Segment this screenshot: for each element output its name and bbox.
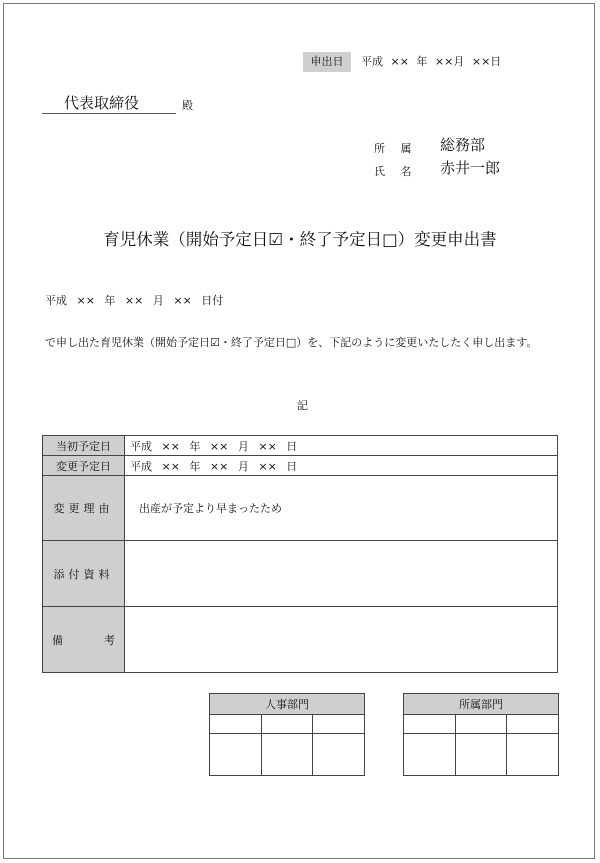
dept-stamp-cell: [455, 715, 507, 734]
initial-date-value: 平成 ×× 年 ×× 月 ×× 日: [125, 436, 558, 456]
table-row-notes: [43, 607, 558, 673]
notes-value: [125, 607, 558, 673]
document-title: 育児休業（開始予定日☑・終了予定日□）変更申出書: [103, 230, 497, 249]
affiliation-value: 総務部: [440, 136, 486, 154]
dept-stamp-cell: [507, 715, 559, 734]
applicant-name-value: 赤井一郎: [440, 159, 501, 177]
notes-label-char-2: 考: [104, 633, 115, 647]
hr-stamp-cell: [313, 715, 365, 734]
affiliation-label: 所 属: [374, 142, 412, 155]
dept-stamp-cell: [455, 734, 507, 776]
dept-stamp-cell: [404, 734, 456, 776]
leave-change-table: [42, 435, 558, 673]
hr-approval-stamp-box: [209, 693, 365, 776]
table-row-initial: [43, 436, 558, 456]
hr-stamp-cell: [261, 734, 313, 776]
notes-label-char-1: 備: [52, 633, 63, 647]
dept-stamp-cell: [404, 715, 456, 734]
affiliated-department-label: 所属部門: [404, 694, 559, 715]
hr-stamp-cell: [210, 734, 262, 776]
body-paragraph: で申し出た育児休業（開始予定日☑・終了予定日□）を、下記のように変更いたしたく申し出ます。: [45, 336, 538, 349]
table-row-changed: [43, 456, 558, 476]
attachments-label: 添付資料: [43, 541, 125, 607]
hr-stamp-cell: [261, 715, 313, 734]
dept-approval-stamp-box: [403, 693, 559, 776]
applicant-name-label: 氏 名: [374, 165, 412, 178]
dept-stamp-cell: [507, 734, 559, 776]
initial-date-label: 当初予定日: [43, 436, 125, 456]
body-date: 平成 ×× 年 ×× 月 ×× 日付: [45, 294, 224, 307]
submission-date-label: 申出日: [303, 52, 351, 72]
attachments-value: [125, 541, 558, 607]
addressee-name: 代表取締役: [64, 94, 140, 112]
reason-value: 出産が予定より早まったため: [125, 476, 558, 541]
hr-stamp-cell: [313, 734, 365, 776]
table-row-reason: [43, 476, 558, 541]
addressee-honorific: 殿: [182, 99, 193, 112]
table-row-attachments: [43, 541, 558, 607]
changed-date-label: 変更予定日: [43, 456, 125, 476]
addressee-underline: [42, 113, 176, 114]
submission-date-value: 平成 ×× 年 ××月 ××日: [361, 55, 502, 68]
ki-heading: 記: [297, 399, 308, 412]
notes-label: [43, 607, 125, 673]
changed-date-value: 平成 ×× 年 ×× 月 ×× 日: [125, 456, 558, 476]
hr-stamp-cell: [210, 715, 262, 734]
reason-label: 変更理由: [43, 476, 125, 541]
hr-department-label: 人事部門: [210, 694, 365, 715]
